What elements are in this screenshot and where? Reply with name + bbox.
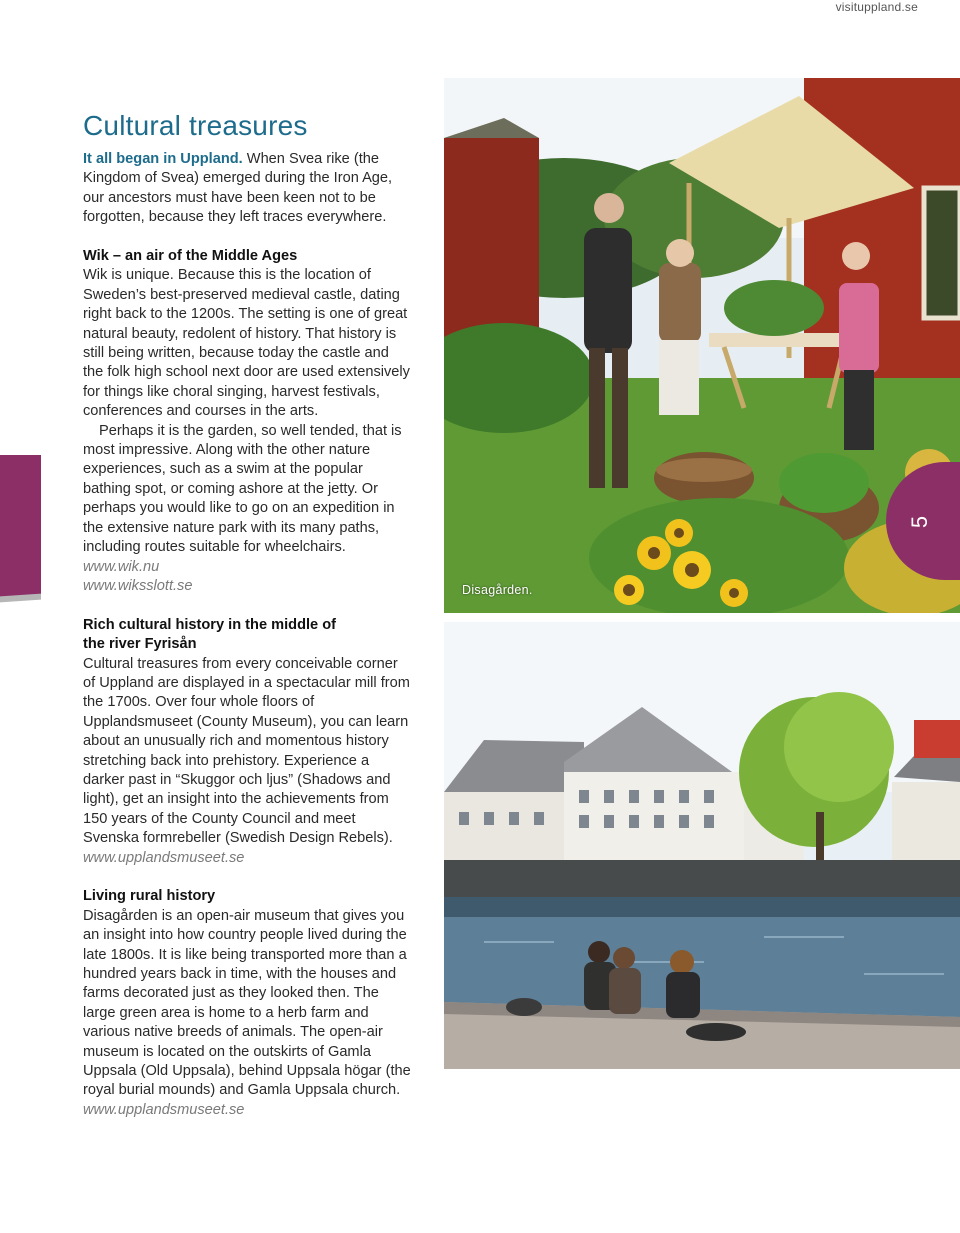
- fyrisan-paragraph: Cultural treasures from every conceivable corner of Uppland are displayed in a spectacular mill from the 1700s. Over four whole floors of Upplandsmuseet (County Museum), you can learn about an unusually rich and momentous history stretching back into prehistory. Experience a darker past in “Skuggor och ljus” (Shadows and light), get an insight into the achievements from 150 years of the County Council and meet Svenska formrebeller (Swedish Design Rebels).: [83, 655, 410, 847]
- wik-link-2[interactable]: www.wiksslott.se: [83, 577, 193, 594]
- photo-disagarden-market: [444, 78, 960, 613]
- fyrisan-heading-line-2: the river Fyrisån: [83, 636, 197, 653]
- intro-text: When Svea rike (the Kingdom of Svea) emerged during the Iron Age, our ancestors must have been keen not to be forgotten, because they left traces everywhere.: [83, 151, 393, 226]
- wik-paragraph-1: Wik is unique. Because this is the location of Sweden’s best-preserved medieval castle, dating right back to the 1200s. The setting is one of great natural beauty, redolent of history. That history is still being written, because today the castle and the folk high school next door are used extensively for things like choral singing, harvest festivals, conferences and courses in the arts.: [83, 267, 410, 420]
- photo-caption: Disagården.: [462, 583, 533, 597]
- page-number: 5: [907, 515, 932, 529]
- rural-heading: Living rural history: [83, 888, 216, 905]
- spacer: [83, 596, 413, 615]
- wik-heading: Wik – an air of the Middle Ages: [83, 248, 298, 265]
- spacer: [83, 868, 413, 887]
- intro-paragraph: [83, 150, 413, 228]
- wik-link-1[interactable]: www.wik.nu: [83, 558, 160, 575]
- museum-photo-illustration: [444, 622, 960, 1069]
- fyrisan-heading-line-1: Rich cultural history in the middle of: [83, 616, 336, 633]
- article-text-column: [83, 108, 413, 1120]
- left-edge-tab: [0, 455, 41, 597]
- fyrisan-link[interactable]: www.upplandsmuseet.se: [83, 849, 245, 866]
- photo-upplandsmuseet-river: [444, 622, 960, 1069]
- wik-paragraph-2: Perhaps it is the garden, so well tended, that is most impressive. Along with the other nature experiences, such as a swim at the popular bathing spot, or coming ashore at the jetty. Or perhaps you would like to go on an expedition in the extensive nature park with its many paths, including routes suitable for wheelchairs.: [83, 422, 402, 556]
- rural-paragraph: Disagården is an open-air museum that gives you an insight into how country people lived during the late 1800s. It is like being transported more than a hundred years back in time, with the houses and farms decorated just as they looked then. The large green area is home to a herb farm and various native breeds of animals. The open-air museum is located on the outskirts of Gamla Uppsala (Old Uppsala), behind Uppsala högar (the royal burial mounds) and Gamla Uppsala church.: [83, 907, 411, 1099]
- rural-link[interactable]: www.upplandsmuseet.se: [83, 1101, 245, 1118]
- page-title: Cultural treasures: [83, 110, 308, 141]
- spacer: [83, 228, 413, 247]
- intro-lead: It all began in Uppland.: [83, 151, 243, 167]
- site-url[interactable]: visituppland.se: [835, 0, 918, 14]
- market-photo-illustration: [444, 78, 960, 613]
